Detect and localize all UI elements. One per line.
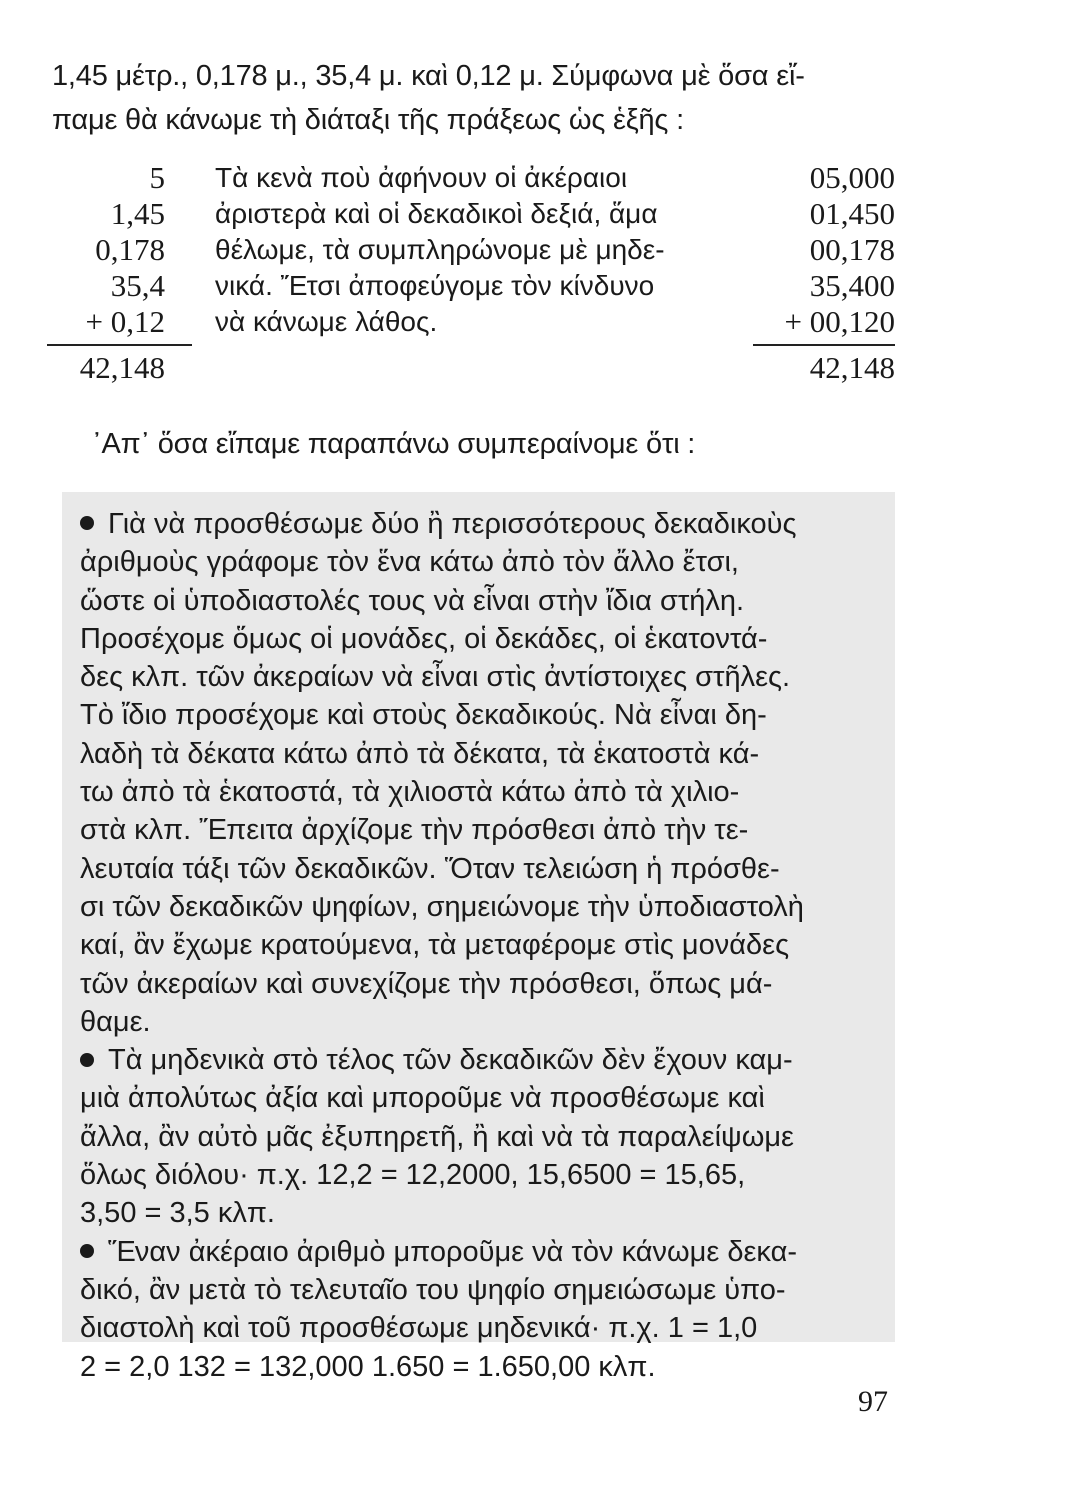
right-term: 01,450 — [809, 196, 895, 231]
rule-line: καί, ἂν ἔχωμε κρατούμενα, τὰ μεταφέρομε στὶς μονάδες — [80, 929, 790, 962]
addition-explanation — [215, 160, 665, 340]
rule-line: δες κλπ. τῶν ἀκεραίων νὰ εἶναι στὶς ἀντίστοιχες στῆλες. — [80, 661, 791, 694]
intro-line-1: 1,45 μέτρ., 0,178 μ., 35,4 μ. καὶ 0,12 μ. Σύμφωνα μὲ ὅσα εἴ- — [52, 60, 805, 92]
rule-line: θαμε. — [80, 1005, 151, 1038]
rules-text — [80, 505, 890, 1386]
rule-line: Γιὰ νὰ προσθέσωμε δύο ἢ περισσότερους δεκαδικοὺς — [80, 505, 890, 543]
right-term: 35,400 — [809, 268, 895, 303]
rule-line: διαστολὴ καὶ τοῦ προσθέσωμε μηδενικά· π.χ. 1 = 1,0 — [80, 1312, 758, 1345]
addition-right-column — [730, 160, 895, 340]
rule-line: μιὰ ἀπολύτως ἀξία καὶ μποροῦμε νὰ προσθέσωμε καὶ — [80, 1082, 765, 1115]
conclusion-line: ᾿Απ᾿ ὅσα εἴπαμε παραπάνω συμπεραίνομε ὅτι : — [92, 428, 696, 460]
left-term: + 0,12 — [85, 304, 165, 339]
intro-line-2: παμε θὰ κάνωμε τὴ διάταξι τῆς πράξεως ὡς ἑξῆς : — [52, 104, 684, 136]
rule-line: 3,50 = 3,5 κλπ. — [80, 1197, 275, 1230]
left-term: 35,4 — [110, 268, 165, 303]
left-term: 0,178 — [95, 232, 165, 267]
bullet-icon — [80, 1244, 94, 1258]
bullet-icon — [80, 1053, 94, 1067]
rule-line: τω ἀπὸ τὰ ἑκατοστά, τὰ χιλιοστὰ κάτω ἀπὸ τὰ χιλιο- — [80, 776, 740, 809]
left-sum-rule — [47, 344, 192, 346]
right-sum: 42,148 — [809, 350, 895, 385]
bullet-icon — [80, 516, 94, 530]
rule-line: τῶν ἀκεραίων καὶ συνεχίζομε τὴν πρόσθεσι, ὅπως μά- — [80, 967, 773, 1000]
right-term: + 00,120 — [784, 304, 895, 339]
rule-line: ὅλως διόλου· π.χ. 12,2 = 12,2000, 15,6500 = 15,65, — [80, 1159, 746, 1192]
rule-line: ὥστε οἱ ὑποδιαστολές τους νὰ εἶναι στὴν ἴδια στήλη. — [80, 584, 745, 617]
left-term: 1,45 — [110, 196, 165, 231]
rule-line: Τὸ ἴδιο προσέχομε καὶ στοὺς δεκαδικούς. Νὰ εἶναι δη- — [80, 699, 767, 732]
explanation-line: νικά. Ἔτσι ἀποφεύγομε τὸν κίνδυνο — [215, 270, 655, 301]
rule-line: δικό, ἂν μετὰ τὸ τελευταῖο του ψηφίο σημειώσωμε ὑπο- — [80, 1273, 786, 1306]
explanation-line: θέλωμε, τὰ συμπληρώνομε μὲ μηδε- — [215, 234, 665, 265]
rule-line: ἀριθμοὺς γράφομε τὸν ἕνα κάτω ἀπὸ τὸν ἄλλο ἔτσι, — [80, 546, 739, 579]
right-term: 05,000 — [809, 160, 895, 195]
rule-line: Προσέχομε ὅμως οἱ μονάδες, οἱ δεκάδες, οἱ ἑκατοντά- — [80, 622, 768, 655]
right-sum-rule — [753, 344, 895, 346]
rule-line: σι τῶν δεκαδικῶν ψηφίων, σημειώνομε τὴν ὑποδιαστολὴ — [80, 890, 804, 923]
rule-line: ἄλλα, ἂν αὐτὸ μᾶς ἐξυπηρετῆ, ἢ καὶ νὰ τὰ παραλείψωμε — [80, 1120, 794, 1153]
explanation-line: νὰ κάνωμε λάθος. — [215, 306, 438, 337]
addition-left-column — [55, 160, 165, 340]
rule-line: Τὰ μηδενικὰ στὸ τέλος τῶν δεκαδικῶν δὲν ἔχουν καμ- — [80, 1041, 890, 1079]
explanation-line: Τὰ κενὰ ποὺ ἀφήνουν οἱ ἀκέραιοι — [215, 162, 628, 193]
right-term: 00,178 — [809, 232, 895, 267]
rule-line: Ἕναν ἀκέραιο ἀριθμὸ μποροῦμε νὰ τὸν κάνωμε δεκα- — [80, 1233, 890, 1271]
rule-line: στὰ κλπ. Ἔπειτα ἀρχίζομε τὴν πρόσθεσι ἀπὸ τὴν τε- — [80, 814, 749, 847]
page-number: 97 — [858, 1385, 888, 1418]
left-term: 5 — [149, 160, 165, 195]
left-sum: 42,148 — [79, 350, 165, 385]
explanation-line: ἀριστερὰ καὶ οἱ δεκαδικοὶ δεξιά, ἅμα — [215, 198, 658, 229]
rule-line: 2 = 2,0 132 = 132,000 1.650 = 1.650,00 κλπ. — [80, 1350, 656, 1383]
rule-line: λευταία τάξι τῶν δεκαδικῶν. Ὅταν τελειώση ἡ πρόσθε- — [80, 852, 780, 885]
rule-line: λαδὴ τὰ δέκατα κάτω ἀπὸ τὰ δέκατα, τὰ ἑκατοστὰ κά- — [80, 737, 760, 770]
